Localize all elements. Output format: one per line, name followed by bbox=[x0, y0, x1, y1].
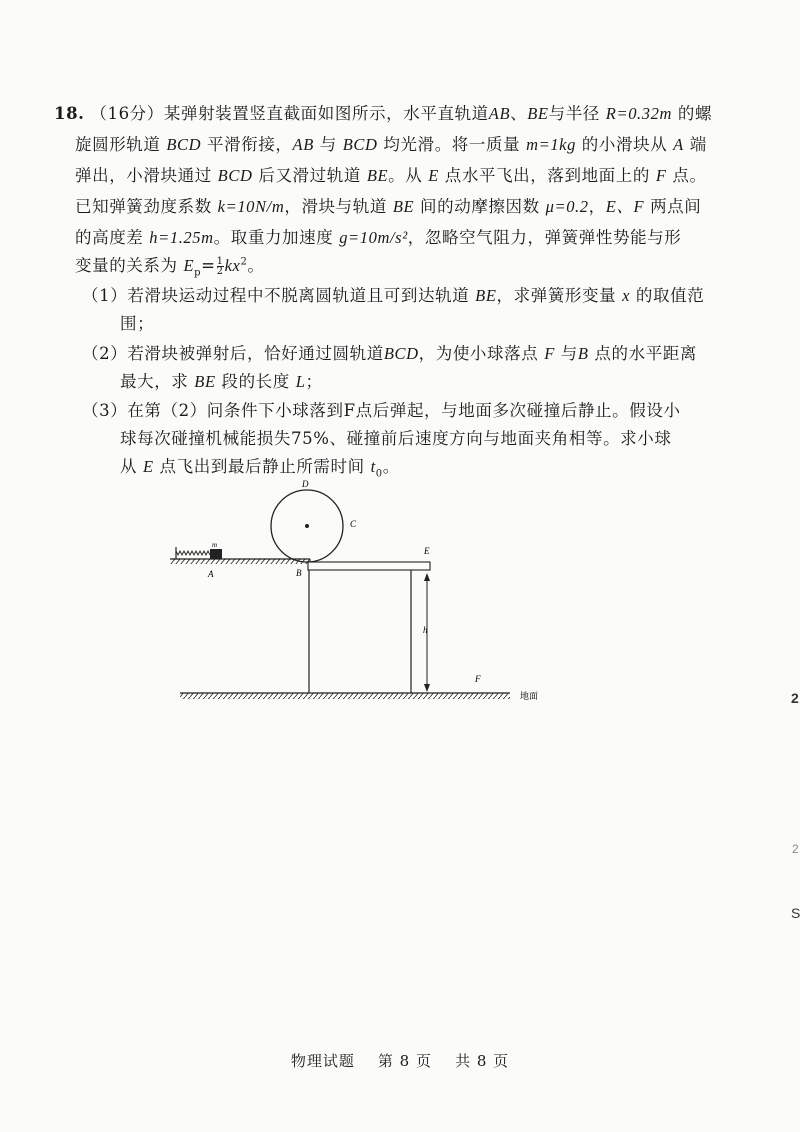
edge-mark-3: S bbox=[791, 905, 800, 921]
label-m: m bbox=[212, 541, 218, 549]
label-c: C bbox=[350, 519, 357, 529]
track-be bbox=[308, 562, 430, 570]
part-1-line-1: （1）若滑块运动过程中不脱离圆轨道且可到达轨道 BE，求弹簧形变量 x 的取值范 bbox=[82, 286, 705, 305]
question-line-4: 已知弹簧劲度系数 k=10N/m，滑块与轨道 BE 间的动摩擦因数 μ=0.2，E、F 两点间 bbox=[75, 197, 702, 216]
part-2-line-2: 最大，求 BE 段的长度 L； bbox=[120, 372, 323, 391]
question-line-5: 的高度差 h=1.25m。取重力加速度 g=10m/s²，忽略空气阻力，弹簧弹性势能与形 bbox=[75, 228, 682, 247]
label-d: D bbox=[302, 479, 309, 489]
part-1-label: （1） bbox=[82, 286, 128, 305]
part-3-line-3: 从 E 点飞出到最后静止所需时间 $t_0$。 bbox=[120, 457, 400, 480]
ground-hatch bbox=[180, 693, 510, 699]
label-h: h bbox=[423, 625, 428, 635]
label-e: E bbox=[424, 546, 430, 556]
question-line-6: 变量的关系为 $E_p=$ $\frac{1}{2}$ $kx^2$。 bbox=[75, 256, 265, 279]
edge-mark-2: 2 bbox=[792, 842, 799, 856]
fraction-one-half: $\frac{1}{2}$ bbox=[216, 256, 224, 277]
edge-mark-1: 2 bbox=[791, 690, 799, 706]
circle-center bbox=[305, 524, 309, 528]
slider-block bbox=[210, 549, 222, 559]
part-3-line-2: 球每次碰撞机械能损失75%、碰撞前后速度方向与地面夹角相等。求小球 bbox=[120, 429, 672, 448]
launcher-diagram bbox=[170, 475, 570, 705]
question-points: （16分） bbox=[90, 104, 164, 123]
question-line-2: 旋圆形轨道 BCD 平滑衔接，AB 与 BCD 均光滑。将一质量 m=1kg 的小滑块从 A 端 bbox=[75, 135, 707, 154]
question-line-3: 弹出，小滑块通过 BCD 后又滑过轨道 BE。从 E 点水平飞出，落到地面上的 F 点。 bbox=[75, 166, 707, 185]
arrow-head-up bbox=[424, 573, 430, 581]
part-1-line-2: 围； bbox=[120, 314, 155, 333]
energy-formula: $E_p=$ $\frac{1}{2}$ $kx^2$ bbox=[183, 256, 248, 279]
spring bbox=[176, 551, 210, 559]
label-a: A bbox=[208, 569, 214, 579]
part-2-line-1: （2）若滑块被弹射后，恰好通过圆轨道BCD，为使小球落点 F 与B 点的水平距离 bbox=[82, 344, 697, 363]
label-ground: 地面 bbox=[520, 692, 539, 702]
part-3-label: （3） bbox=[82, 401, 128, 420]
question-number: 18. bbox=[54, 104, 85, 123]
part-2-label: （2） bbox=[82, 344, 128, 363]
label-f: F bbox=[475, 674, 481, 684]
footer-total: 共 8 页 bbox=[455, 1052, 510, 1070]
footer-subject: 物理试题 bbox=[290, 1052, 355, 1070]
footer-page: 第 8 页 bbox=[377, 1052, 432, 1070]
part-3-line-1: （3）在第（2）问条件下小球落到F点后弹起，与地面多次碰撞后静止。假设小 bbox=[82, 401, 681, 420]
track-ab-hatch bbox=[170, 559, 310, 564]
arrow-head-down bbox=[424, 684, 430, 692]
question-line-1: 18. （16分）某弹射装置竖直截面如图所示，水平直轨道AB、BE与半径 R=0.32m 的螺 bbox=[54, 104, 713, 123]
label-b: B bbox=[296, 568, 302, 578]
page-footer bbox=[0, 1050, 800, 1071]
